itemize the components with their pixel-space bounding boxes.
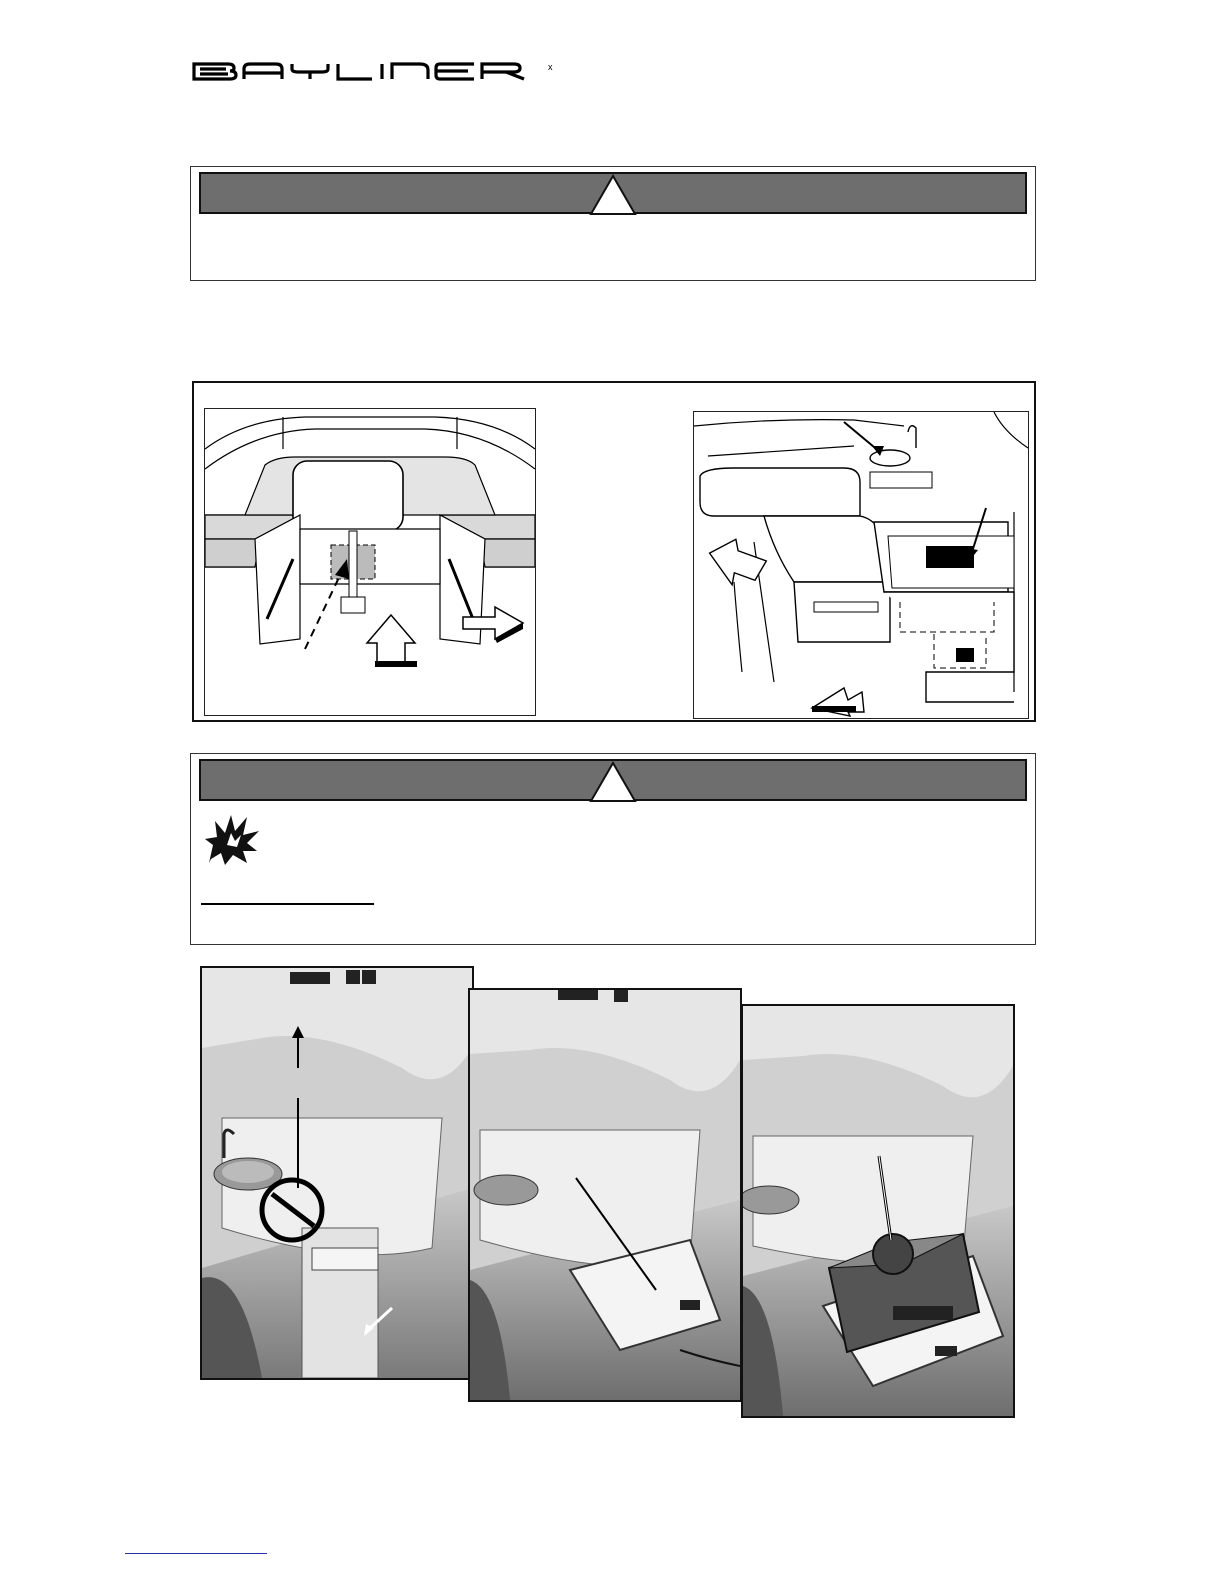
photo-galley-stove-out [741, 1004, 1015, 1418]
warning-banner [199, 172, 1027, 214]
photo-galley-closed [200, 966, 474, 1380]
logo-trademark: x [548, 62, 553, 72]
warning-triangle-icon [589, 174, 637, 216]
table-berth-illustration [204, 408, 536, 716]
warning-box-1 [190, 166, 1036, 281]
galley-illustration [693, 411, 1029, 719]
warning-box-2 [190, 753, 1036, 945]
explosion-icon [203, 811, 261, 865]
photo-galley-drawer-open [468, 988, 742, 1402]
footer-rule [125, 1553, 267, 1554]
underline-rule [201, 903, 374, 905]
warning-banner [199, 759, 1027, 801]
warning-triangle-icon [589, 761, 637, 803]
bayliner-logo [192, 58, 564, 84]
